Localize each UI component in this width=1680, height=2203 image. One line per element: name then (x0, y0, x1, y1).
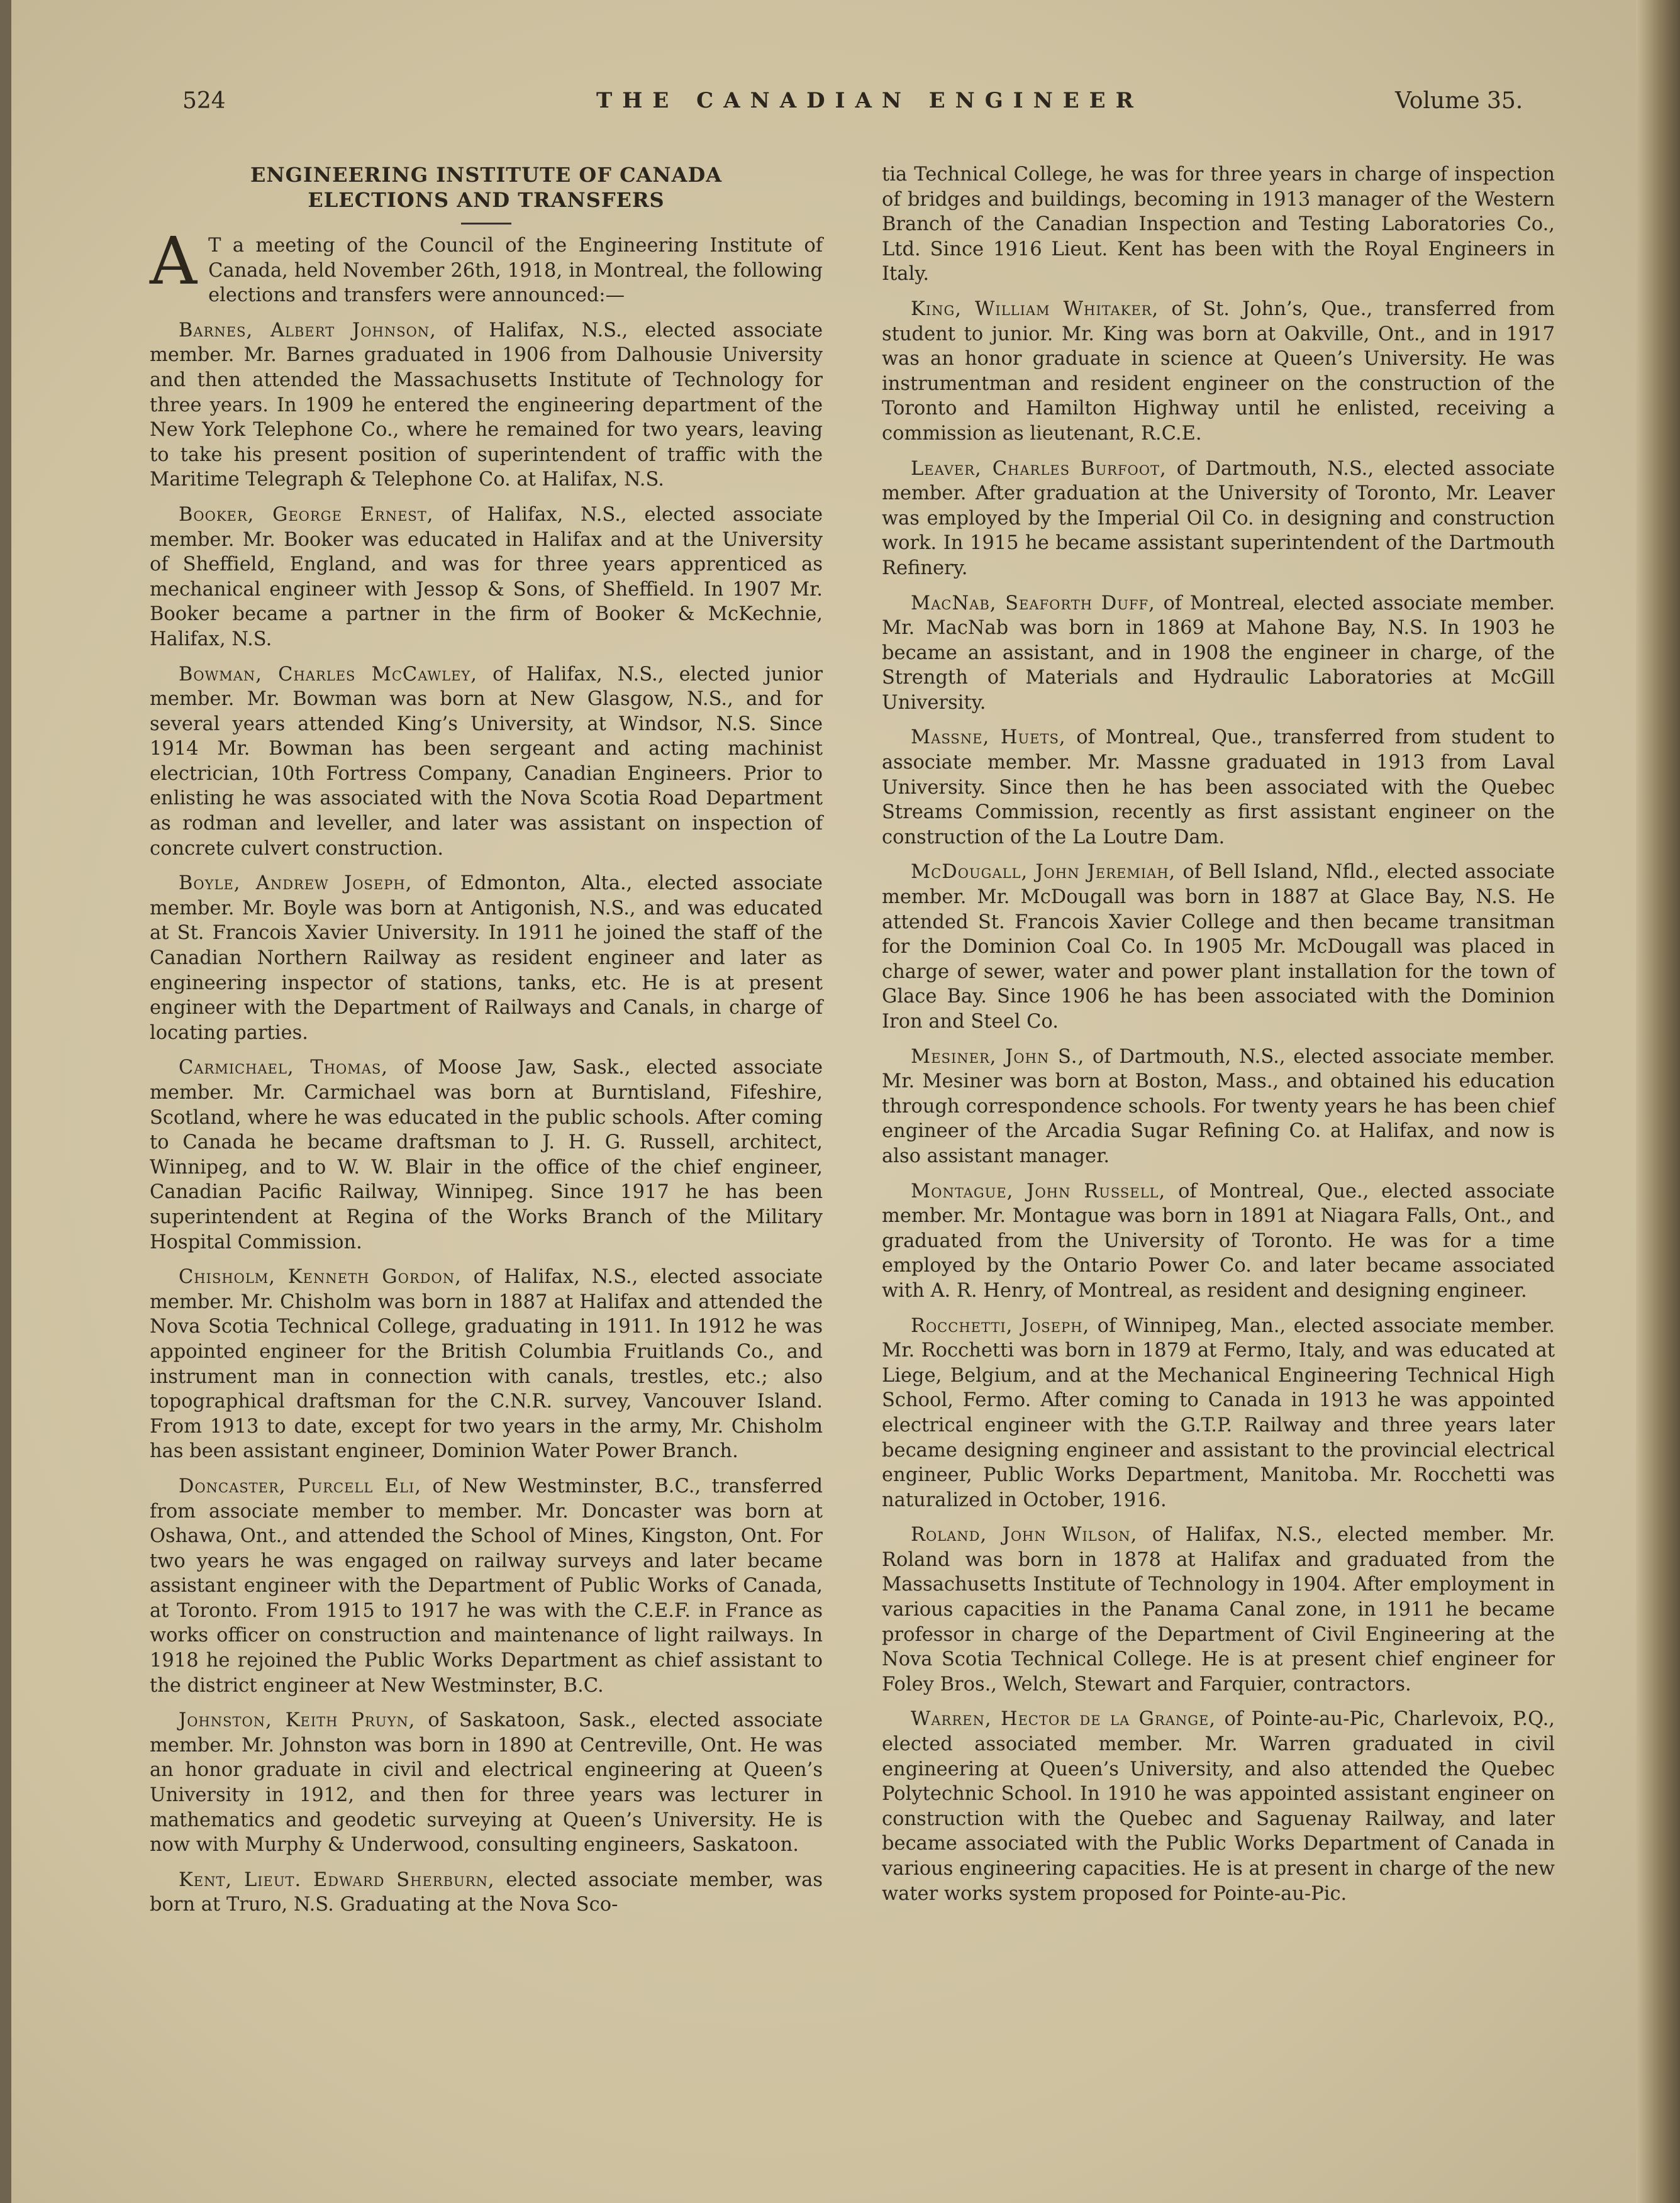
title-rule (461, 223, 511, 225)
member-description: of Halifax, N.S., elected member. Mr. Roland was born in 1878 at Halifax and graduated from the Massachusetts Institute of Technology in 1904. After employment in various capacities in the Panama Canal zone, in 1911 he became professor in charge of the Department of Civil Engineering at the Nova Scotia Technical College. He is at present chief engineer for Foley Bros., Welch, Stewart and Farquier, contractors. (882, 1524, 1555, 1695)
left-entries-list (150, 318, 823, 1917)
left-column (150, 162, 823, 1917)
article-title-line-2: ELECTIONS AND TRANSFERS (308, 188, 665, 212)
member-description: of Pointe-au-Pic, Charlevoix, P.Q., elected associated member. Mr. Warren graduated in civil engineering at Queen’s University, and also attended the Quebec Polytechnic School. In 1910 he was appointed assistant engineer on construction with the Quebec and Saguenay Railway, and later became associated with the Public Works Department of Canada in various engineering capacities. He is at present in charge of the new water works system proposed for Pointe-au-Pic. (882, 1708, 1555, 1905)
member-name: King, William Whitaker, (911, 297, 1159, 320)
right-column (882, 162, 1555, 1906)
page-number: 524 (182, 88, 226, 114)
member-name: Mesiner, John S., (911, 1045, 1085, 1068)
member-name: Leaver, Charles Burfoot, (911, 457, 1167, 480)
member-entry (150, 318, 823, 492)
member-description: of Saskatoon, Sask., elected associate member. Mr. Johnston was born in 1890 at Centreville, Ont. He was an honor graduate in civil and electrical engineering at Queen’s University in 1912, and then for three years was lecturer in mathematics and geodetic surveying at Queen’s University. He is now with Murphy & Underwood, consulting engineers, Saskatoon. (150, 1709, 823, 1856)
member-name: Boyle, Andrew Joseph, (179, 872, 413, 895)
member-name: Barnes, Albert Johnson, (179, 319, 437, 341)
continued-paragraph: tia Technical College, he was for three years in charge of inspection of bridges and buildings, becoming in 1913 manager of the Western Branch of the Canadian Inspection and Testing Laboratories Co., Ltd. Since 1916 Lieut. Kent has been with the Royal Engineers in Italy. (882, 164, 1555, 286)
member-description: of Halifax, N.S., elected associate member. Mr. Booker was educated in Halifax and at the University of Sheffield, England, and was for three years apprenticed as mechanical engineer with Jessop & Sons, of Sheffield. In 1907 Mr. Booker became a partner in the firm of Booker & McKechnie, Halifax, N.S. (150, 503, 823, 650)
member-entry (150, 1265, 823, 1464)
member-description: of Dartmouth, N.S., elected associate member. Mr. Mesiner was born at Boston, Mass., and obtained his education through correspondence schools. For twenty years he has been chief engineer of the Arcadia Sugar Refining Co. at Halifax, and now is also assistant manager. (882, 1045, 1555, 1167)
member-name: Warren, Hector de la Grange, (911, 1708, 1216, 1731)
member-entry (882, 860, 1555, 1034)
member-description: of Montreal, Que., elected associate member. Mr. Montague was born in 1891 at Niagara Falls, Ont., and graduated from the University of Toronto. He was for a time employed by the Ontario Power Co. and later became associated with A. R. Henry, of Montreal, as resident and designing engineer. (882, 1180, 1555, 1302)
member-entry (150, 662, 823, 862)
member-name: Kent, Lieut. Edward Sherburn, (179, 1868, 495, 1891)
member-description: of St. John’s, Que., transferred from student to junior. Mr. King was born at Oakville, Ont., and in 1917 was an honor graduate in science at Queen’s University. He was instrumentman and resident engineer on the construction of the Toronto and Hamilton Highway until he enlisted, receiving a commission as lieutenant, R.C.E. (882, 297, 1555, 445)
member-name: Roland, John Wilson, (911, 1524, 1138, 1546)
drop-cap: A (150, 223, 197, 299)
journal-title: THE CANADIAN ENGINEER (596, 88, 1143, 113)
member-name: MacNab, Seaforth Duff, (911, 592, 1155, 614)
member-entry (150, 1055, 823, 1255)
member-description: of Montreal, Que., transferred from student to associate member. Mr. Massne graduated in 1913 from Laval University. Since then he has been associated with the Quebec Streams Commission, recently as first assistant engineer on the construction of the La Loutre Dam. (882, 726, 1555, 848)
right-entries-list (882, 297, 1555, 1906)
member-entry (882, 1707, 1555, 1906)
member-entry (882, 1179, 1555, 1304)
member-description: of Halifax, N.S., elected junior member. Mr. Bowman was born at New Glasgow, N.S., and for several years attended King’s University, at Windsor, N.S. Since 1914 Mr. Bowman has been sergeant and acting machinist electrician, 10th Fortress Company, Canadian Engineers. Prior to enlisting he was associated with the Nova Scotia Road Department as rodman and leveller, and later was assistant on inspection of concrete culvert construction. (150, 663, 823, 860)
member-entry (882, 1523, 1555, 1697)
intro-text: T a meeting of the Council of the Engineering Institute of Canada, held November 26th, 1918, in Montreal, the following elections and transfers were announced:— (208, 235, 823, 307)
member-name: Montague, John Russell, (911, 1180, 1166, 1202)
volume-label: Volume 35. (1395, 88, 1523, 114)
member-entry (150, 1474, 823, 1698)
member-entry (882, 457, 1555, 581)
article-title-line-1: ENGINEERING INSTITUTE OF CANADA (250, 163, 723, 187)
member-entry (882, 725, 1555, 850)
member-entry (150, 502, 823, 652)
member-name: Johnston, Keith Pruyn, (179, 1709, 416, 1732)
member-name: Carmichael, Thomas, (179, 1057, 389, 1079)
member-description: elected associate member, was born at Truro, N.S. Graduating at the Nova Sco- (150, 1868, 823, 1916)
article-intro (150, 223, 823, 308)
member-description: of Halifax, N.S., elected associate member. Mr. Barnes graduated in 1906 from Dalhousie University and then attended the Massachusetts Institute of Technology for three years. In 1909 he entered the engineering department of the New York Telephone Co., where he remained for two years, leaving to take his present position of superintendent of traffic with the Maritime Telegraph & Telephone Co. at Halifax, N.S. (150, 319, 823, 491)
member-entry (882, 297, 1555, 447)
member-entry (882, 591, 1555, 716)
member-name: Booker, George Ernest, (179, 503, 434, 526)
member-description: of Winnipeg, Man., elected associate member. Mr. Rocchetti was born in 1879 at Fermo, Italy, and was educated at Liege, Belgium, and at the Mechanical Engineering Technical High School, Fermo. After coming to Canada in 1913 he was appointed electrical engineer with the G.T.P. Railway and three years later became designing engineer and assistant to the provincial electrical engineer, Public Works Department, Manitoba. Mr. Rocchetti was naturalized in October, 1916. (882, 1314, 1555, 1511)
member-description: of Edmonton, Alta., elected associate member. Mr. Boyle was born at Antigonish, N.S., and was educated at St. Francois Xavier University. In 1911 he joined the staff of the Canadian Northern Railway as resident engineer and later as engineering inspector of stations, tanks, etc. He is at present engineer with the Department of Railways and Canals, in charge of locating parties. (150, 872, 823, 1044)
member-entry (150, 1708, 823, 1858)
member-description: of New Westminster, B.C., transferred from associate member to member. Mr. Doncaster was born at Oshawa, Ont., and attended the School of Mines, Kingston, Ont. For two years he was engaged on railway surveys and later became assistant engineer with the Department of Public Works of Canada, at Toronto. From 1915 to 1917 he was with the C.E.F. in France as works officer on construction and maintenance of light railways. In 1918 he rejoined the Public Works Department as chief assistant to the district engineer at New Westminster, B.C. (150, 1475, 823, 1697)
member-name: Doncaster, Purcell Eli, (179, 1475, 421, 1497)
member-description: of Moose Jaw, Sask., elected associate member. Mr. Carmichael was born at Burntisland, Fifeshire, Scotland, where he was educated in the public schools. After coming to Canada he became draftsman to J. H. G. Russell, architect, Winnipeg, and to W. W. Blair in the office of the chief engineer, Canadian Pacific Railway, Winnipeg. Since 1917 he has been superintendent at Regina of the Works Branch of the Military Hospital Commission. (150, 1057, 823, 1253)
page-binding-edge (1636, 0, 1680, 2203)
member-entry (150, 871, 823, 1045)
member-description: of Halifax, N.S., elected associate member. Mr. Chisholm was born in 1887 at Halifax and attended the Nova Scotia Technical College, graduating in 1911. In 1912 he was appointed engineer for the British Columbia Fruitlands Co., and instrument man in connection with canals, trestles, etc.; also topographical draftsman for the C.N.R. survey, Vancouver Island. From 1913 to date, except for two years in the army, Mr. Chisholm has been assistant engineer, Dominion Water Power Branch. (150, 1266, 823, 1463)
running-header (0, 88, 1680, 126)
member-name: Massne, Huets, (911, 726, 1066, 749)
member-name: Chisholm, Kenneth Gordon, (179, 1266, 462, 1289)
member-name: Bowman, Charles McCawley, (179, 663, 477, 685)
member-description: of Bell Island, Nfld., elected associate member. Mr. McDougall was born in 1887 at Glace Bay, N.S. He attended St. Francois Xavier College and then became transitman for the Dominion Coal Co. In 1905 Mr. McDougall was placed in charge of sewer, water and power plant installation for the town of Glace Bay. Since 1906 he has been associated with the Dominion Iron and Steel Co. (882, 861, 1555, 1033)
member-name: Rocchetti, Joseph, (911, 1314, 1090, 1337)
member-description: of Montreal, elected associate member. Mr. MacNab was born in 1869 at Mahone Bay, N.S. In 1903 he became an assistant, and in 1908 the engineer in charge, of the Strength of Materials and Hydraulic Laboratories at McGill University. (882, 592, 1555, 714)
member-entry (150, 1868, 823, 1917)
member-entry (882, 1045, 1555, 1169)
member-description: of Dartmouth, N.S., elected associate member. After graduation at the University of Toronto, Mr. Leaver was employed by the Imperial Oil Co. in designing and construction work. In 1915 he became assistant superintendent of the Dartmouth Refinery. (882, 457, 1555, 579)
page-left-edge (0, 0, 11, 2203)
member-name: McDougall, John Jeremiah, (911, 861, 1176, 884)
member-entry (882, 1314, 1555, 1513)
